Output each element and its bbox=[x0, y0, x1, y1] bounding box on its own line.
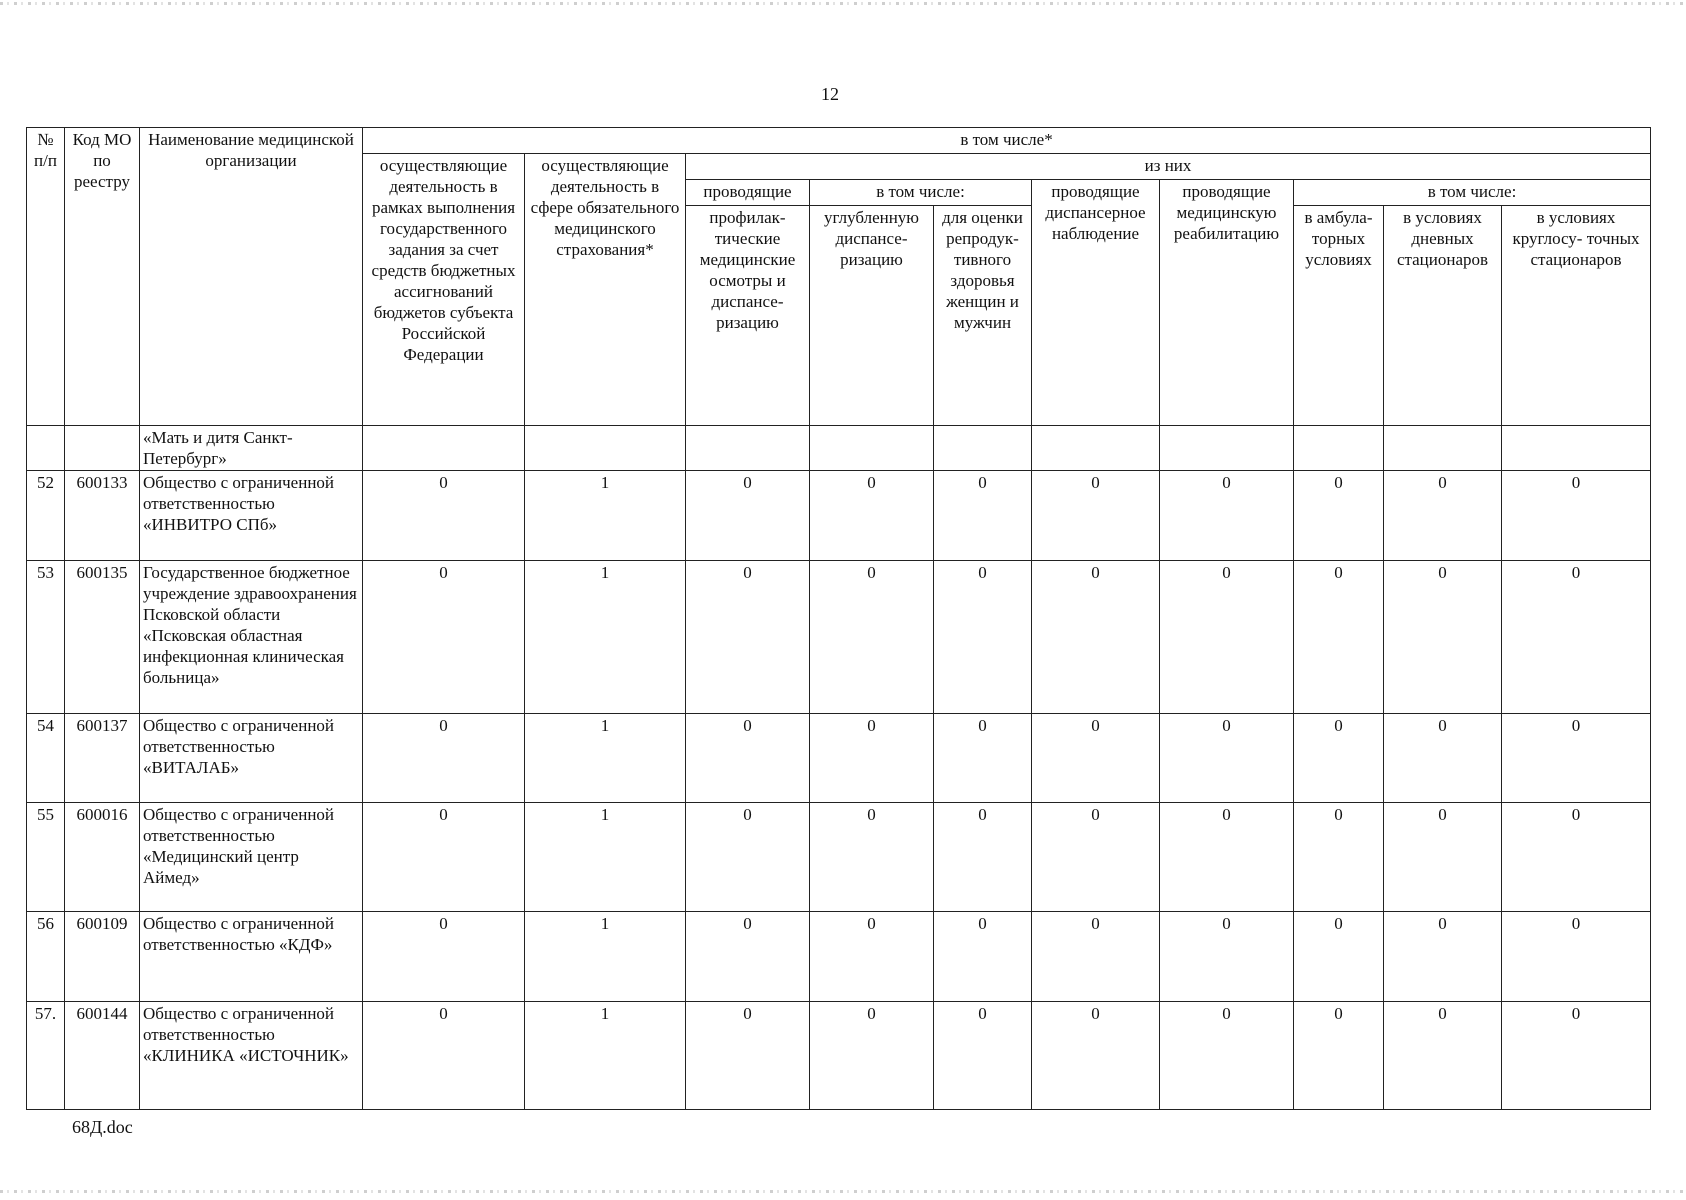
row-value-cell: 0 bbox=[1502, 714, 1651, 803]
row-value-cell: 1 bbox=[525, 561, 686, 714]
row-organization-name: «Мать и дитя Санкт-Петербург» bbox=[140, 426, 363, 471]
row-value-cell: 0 bbox=[1502, 471, 1651, 561]
header-deep-disp: углубленную диспансе- ризацию bbox=[810, 206, 934, 426]
row-value-cell: 0 bbox=[1502, 1002, 1651, 1110]
header-rehab: проводящие медицинскую реабилитацию bbox=[1160, 180, 1294, 426]
row-value-cell: 0 bbox=[934, 471, 1032, 561]
row-value-cell: 0 bbox=[1384, 714, 1502, 803]
row-value-cell: 0 bbox=[1032, 912, 1160, 1002]
footer-filename: 68Д.doc bbox=[72, 1117, 133, 1137]
row-value-cell: 0 bbox=[686, 1002, 810, 1110]
row-number: 53 bbox=[27, 561, 65, 714]
row-number: 57. bbox=[27, 1002, 65, 1110]
scan-edge-bottom bbox=[0, 1190, 1686, 1193]
row-value-cell: 0 bbox=[363, 1002, 525, 1110]
row-value-cell: 0 bbox=[1384, 803, 1502, 912]
row-value-cell: 0 bbox=[1160, 912, 1294, 1002]
row-value-cell: 0 bbox=[1384, 912, 1502, 1002]
row-value-cell bbox=[810, 426, 934, 471]
row-value-cell bbox=[934, 426, 1032, 471]
row-value-cell: 0 bbox=[1502, 561, 1651, 714]
row-organization-name: Общество с ограниченной ответственностью «ИНВИТРО СПб» bbox=[140, 471, 363, 561]
row-value-cell: 0 bbox=[810, 803, 934, 912]
row-value-cell: 0 bbox=[1294, 1002, 1384, 1110]
row-value-cell: 0 bbox=[363, 714, 525, 803]
row-value-cell: 0 bbox=[810, 714, 934, 803]
row-value-cell: 0 bbox=[686, 912, 810, 1002]
header-v-tom-chisle-2: в том числе: bbox=[1294, 180, 1651, 206]
row-value-cell: 0 bbox=[810, 912, 934, 1002]
header-v-tom-chisle-main: в том числе* bbox=[363, 128, 1651, 154]
row-value-cell: 0 bbox=[1384, 471, 1502, 561]
row-value-cell: 0 bbox=[686, 561, 810, 714]
row-value-cell bbox=[1384, 426, 1502, 471]
header-iz-nih: из них bbox=[686, 154, 1651, 180]
row-mo-code: 600133 bbox=[65, 471, 140, 561]
row-value-cell: 0 bbox=[934, 803, 1032, 912]
row-value-cell: 0 bbox=[1032, 471, 1160, 561]
row-value-cell: 0 bbox=[934, 912, 1032, 1002]
row-organization-name: Общество с ограниченной ответственностью «Медицинский центр Аймед» bbox=[140, 803, 363, 912]
row-value-cell: 1 bbox=[525, 803, 686, 912]
header-num: № п/п bbox=[27, 128, 65, 426]
header-code: Код МО по реестру bbox=[65, 128, 140, 426]
row-value-cell bbox=[686, 426, 810, 471]
row-value-cell: 0 bbox=[363, 912, 525, 1002]
table-row bbox=[27, 803, 1651, 912]
row-value-cell: 0 bbox=[810, 1002, 934, 1110]
row-organization-name: Общество с ограниченной ответственностью «ВИТАЛАБ» bbox=[140, 714, 363, 803]
header-round-hosp: в условиях круглосу- точных стационаров bbox=[1502, 206, 1651, 426]
header-state-task: осуществляющие деятельность в рамках выполнения государственного задания за счет средств бюджетных ассигнований бюджетов субъекта Российской Федерации bbox=[363, 154, 525, 426]
row-mo-code bbox=[65, 426, 140, 471]
row-value-cell bbox=[363, 426, 525, 471]
row-value-cell: 0 bbox=[934, 1002, 1032, 1110]
table-row bbox=[27, 714, 1651, 803]
row-mo-code: 600144 bbox=[65, 1002, 140, 1110]
row-value-cell: 0 bbox=[1160, 714, 1294, 803]
row-value-cell: 1 bbox=[525, 714, 686, 803]
header-prof-top: проводящие bbox=[686, 180, 810, 206]
row-value-cell: 0 bbox=[1032, 1002, 1160, 1110]
table-header bbox=[27, 128, 1651, 426]
row-value-cell bbox=[1160, 426, 1294, 471]
row-value-cell: 0 bbox=[363, 561, 525, 714]
row-value-cell: 1 bbox=[525, 471, 686, 561]
row-value-cell: 0 bbox=[363, 803, 525, 912]
page-number: 12 bbox=[821, 84, 839, 104]
row-mo-code: 600016 bbox=[65, 803, 140, 912]
row-value-cell: 0 bbox=[1502, 803, 1651, 912]
row-value-cell: 0 bbox=[1294, 561, 1384, 714]
row-value-cell: 1 bbox=[525, 1002, 686, 1110]
row-organization-name: Государственное бюджетное учреждение здравоохранения Псковской области «Псковская областная инфекционная клиническая больница» bbox=[140, 561, 363, 714]
header-prof-rest: профилак- тические медицинские осмотры и диспансе- ризацию bbox=[686, 206, 810, 426]
row-value-cell: 0 bbox=[1502, 912, 1651, 1002]
row-value-cell bbox=[525, 426, 686, 471]
header-name: Наименование медицинской организации bbox=[140, 128, 363, 426]
table-row bbox=[27, 912, 1651, 1002]
row-value-cell: 0 bbox=[1160, 471, 1294, 561]
row-value-cell bbox=[1032, 426, 1160, 471]
row-value-cell: 0 bbox=[1032, 561, 1160, 714]
table-row bbox=[27, 561, 1651, 714]
table-body bbox=[27, 426, 1651, 1110]
row-value-cell: 0 bbox=[1032, 803, 1160, 912]
row-mo-code: 600109 bbox=[65, 912, 140, 1002]
row-number: 54 bbox=[27, 714, 65, 803]
header-reprod: для оценки репродук- тивного здоровья женщин и мужчин bbox=[934, 206, 1032, 426]
header-day-hosp: в условиях дневных стационаров bbox=[1384, 206, 1502, 426]
row-value-cell: 0 bbox=[1032, 714, 1160, 803]
header-oms: осуществляющие деятельность в сфере обязательного медицинского страхования* bbox=[525, 154, 686, 426]
row-value-cell bbox=[1294, 426, 1384, 471]
header-v-tom-chisle-1: в том числе: bbox=[810, 180, 1032, 206]
row-value-cell: 0 bbox=[934, 561, 1032, 714]
header-disp-obs: проводящие диспансерное наблюдение bbox=[1032, 180, 1160, 426]
row-value-cell: 0 bbox=[1160, 1002, 1294, 1110]
row-value-cell: 0 bbox=[810, 471, 934, 561]
scan-edge-top bbox=[0, 2, 1686, 5]
row-number: 55 bbox=[27, 803, 65, 912]
row-mo-code: 600137 bbox=[65, 714, 140, 803]
row-value-cell: 0 bbox=[810, 561, 934, 714]
table-row bbox=[27, 1002, 1651, 1110]
row-organization-name: Общество с ограниченной ответственностью «КЛИНИКА «ИСТОЧНИК» bbox=[140, 1002, 363, 1110]
row-number bbox=[27, 426, 65, 471]
medical-organizations-table bbox=[26, 127, 1651, 1110]
row-value-cell: 0 bbox=[1160, 803, 1294, 912]
table-row bbox=[27, 426, 1651, 471]
row-value-cell: 0 bbox=[1294, 803, 1384, 912]
row-value-cell: 0 bbox=[1294, 471, 1384, 561]
row-value-cell: 0 bbox=[1384, 1002, 1502, 1110]
row-value-cell: 0 bbox=[1294, 714, 1384, 803]
header-ambul: в амбула- торных условиях bbox=[1294, 206, 1384, 426]
row-organization-name: Общество с ограниченной ответственностью «КДФ» bbox=[140, 912, 363, 1002]
row-value-cell: 0 bbox=[686, 471, 810, 561]
row-number: 52 bbox=[27, 471, 65, 561]
row-number: 56 bbox=[27, 912, 65, 1002]
row-value-cell: 0 bbox=[1384, 561, 1502, 714]
row-value-cell: 1 bbox=[525, 912, 686, 1002]
row-value-cell: 0 bbox=[363, 471, 525, 561]
row-value-cell: 0 bbox=[934, 714, 1032, 803]
table-row bbox=[27, 471, 1651, 561]
row-value-cell: 0 bbox=[1160, 561, 1294, 714]
row-value-cell bbox=[1502, 426, 1651, 471]
row-value-cell: 0 bbox=[1294, 912, 1384, 1002]
row-mo-code: 600135 bbox=[65, 561, 140, 714]
row-value-cell: 0 bbox=[686, 714, 810, 803]
row-value-cell: 0 bbox=[686, 803, 810, 912]
